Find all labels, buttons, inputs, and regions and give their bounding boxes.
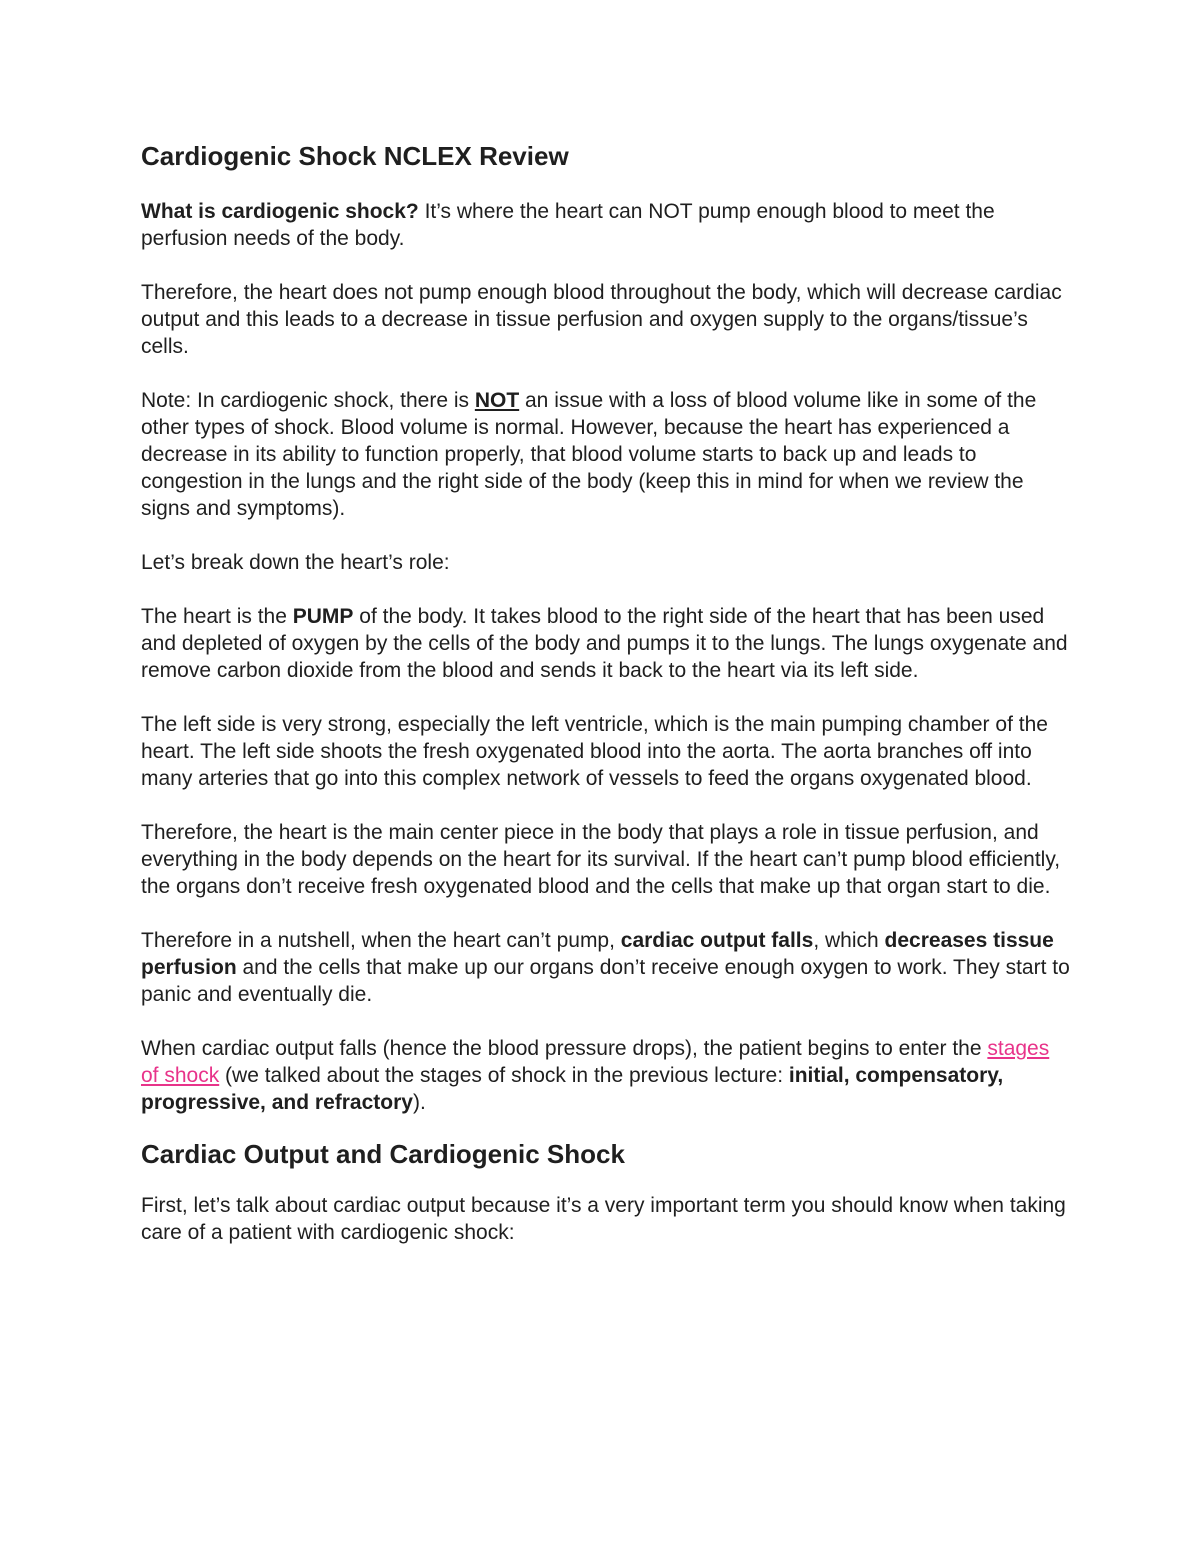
pump-text-b: of the body. It takes blood to the right side of the heart that has been used and depleted of oxygen by the cells of the body and pumps it to the lungs. The lungs oxygenate and remove carbon dioxide from the blood and sends it back to the heart via its left side. bbox=[141, 605, 1068, 682]
pump-emphasis: PUMP bbox=[292, 605, 354, 628]
stages-of-shock-link[interactable]: stages of shock bbox=[141, 1037, 1050, 1087]
paragraph-nutshell bbox=[141, 927, 1071, 1008]
nutshell-bold-1: cardiac output falls bbox=[620, 929, 814, 952]
stages-text-b: (we talked about the stages of shock in the previous lecture: bbox=[219, 1064, 789, 1087]
paragraph-note bbox=[141, 387, 1071, 522]
stages-list: initial, compensatory, progressive, and refractory bbox=[141, 1064, 1004, 1114]
paragraph-stages bbox=[141, 1035, 1071, 1116]
paragraph-cardiac-output-intro: First, let’s talk about cardiac output because it’s a very important term you should know when taking care of a patient with cardiogenic shock: bbox=[141, 1194, 1066, 1244]
paragraph-pump bbox=[141, 603, 1071, 684]
paragraph-breakdown: Let’s break down the heart’s role: bbox=[141, 551, 450, 574]
definition-question: What is cardiogenic shock? bbox=[141, 200, 419, 223]
nutshell-text-b: , which bbox=[813, 929, 885, 952]
page-title: Cardiogenic Shock NCLEX Review bbox=[141, 141, 569, 171]
section-heading-cardiac-output: Cardiac Output and Cardiogenic Shock bbox=[141, 1139, 625, 1169]
paragraph-left-side: The left side is very strong, especially the left ventricle, which is the main pumping chamber of the heart. The left side shoots the fresh oxygenated blood into the aorta. The aorta branches off into many arteries that go into this complex network of vessels to feed the organs oxygenated blood. bbox=[141, 713, 1048, 790]
note-emphasis: NOT bbox=[474, 389, 520, 412]
document-page bbox=[141, 138, 1071, 1273]
paragraph-center-piece: Therefore, the heart is the main center piece in the body that plays a role in tissue perfusion, and everything in the body depends on the heart for its survival. If the heart can’t pump blood efficiently, the organs don’t receive fresh oxygenated blood and the cells that make up that organ start to die. bbox=[141, 821, 1061, 898]
paragraph-definition bbox=[141, 198, 1071, 252]
stages-text-c: ). bbox=[412, 1091, 426, 1114]
note-text-b: an issue with a loss of blood volume like in some of the other types of shock. Blood volume is normal. However, because the heart has experienced a decrease in its ability to function properly, that blood volume starts to back up and leads to congestion in the lungs and the right side of the body (keep this in mind for when we review the signs and symptoms). bbox=[141, 389, 1037, 520]
nutshell-text-a: Therefore in a nutshell, when the heart can’t pump, bbox=[141, 929, 621, 952]
nutshell-bold-2: decreases tissue perfusion bbox=[141, 929, 1054, 979]
stages-text-a: When cardiac output falls (hence the blood pressure drops), the patient begins to enter the bbox=[141, 1037, 988, 1060]
paragraph-therefore: Therefore, the heart does not pump enough blood throughout the body, which will decrease cardiac output and this leads to a decrease in tissue perfusion and oxygen supply to the organs/tissue’s cells. bbox=[141, 281, 1062, 358]
pump-text-a: The heart is the bbox=[141, 605, 293, 628]
nutshell-text-c: and the cells that make up our organs don’t receive enough oxygen to work. They start to panic and eventually die. bbox=[141, 956, 1070, 1006]
definition-answer: It’s where the heart can NOT pump enough blood to meet the perfusion needs of the body. bbox=[141, 200, 995, 250]
note-text-a: Note: In cardiogenic shock, there is bbox=[141, 389, 475, 412]
